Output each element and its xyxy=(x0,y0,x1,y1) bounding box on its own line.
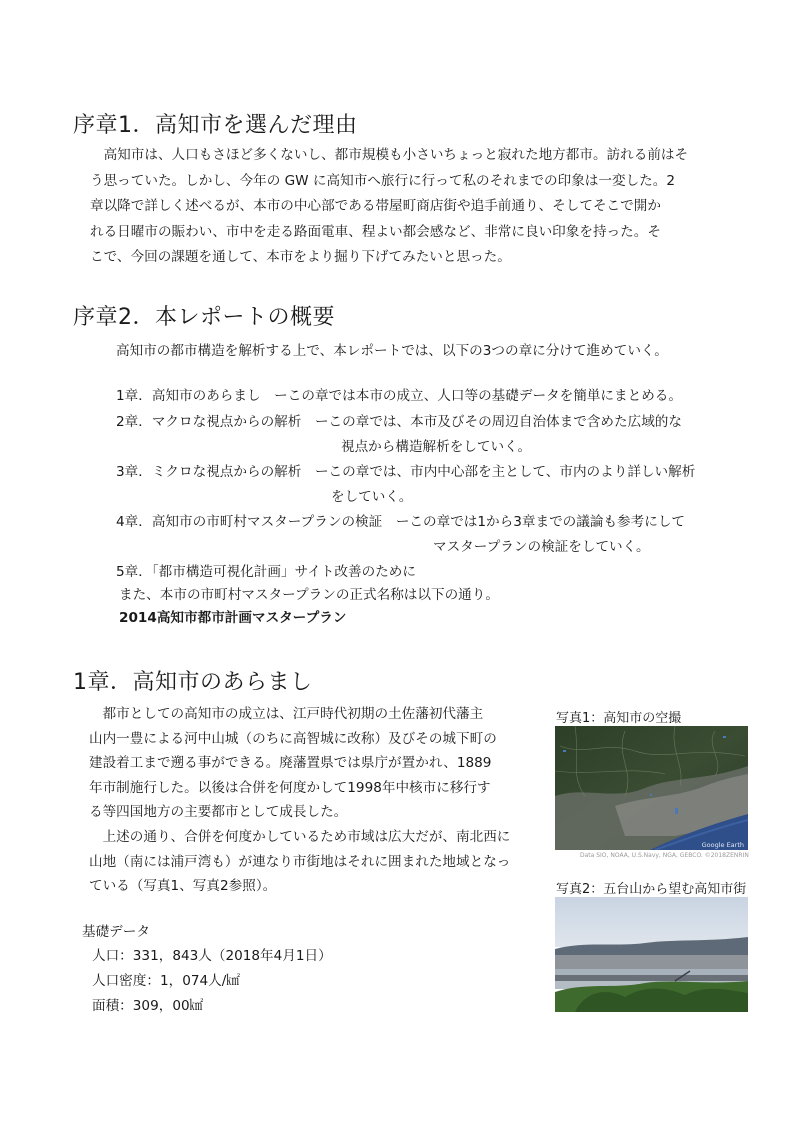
formal-name-intro: また、本市の市町村マスタープランの正式名称は以下の通り。 xyxy=(119,587,499,603)
basic-data-population: 人口：331，843人（2018年4月1日） xyxy=(92,948,332,964)
aerial-photo-graphic xyxy=(555,726,748,850)
paragraph-line: 年市制施行した。以後は合併を何度かして1998年中核市に移行す xyxy=(89,779,491,796)
paragraph-line: こで、今回の課題を通して、本市をより掘り下げてみたいと思った。 xyxy=(90,249,511,265)
google-earth-watermark: Google Earth xyxy=(701,841,744,849)
chapter-item-3-continued: をしていく。 xyxy=(331,489,413,505)
city-view-photo-graphic xyxy=(555,897,748,1012)
paragraph-line: 高知市は、人口もさほど多くないし、都市規模も小さいちょっと寂れた地方都市。訪れる前はそ xyxy=(90,147,689,163)
paragraph-line: 上述の通り、合併を何度かしているため市域は広大だが、南北西に xyxy=(89,828,511,845)
paragraph-line: 都市としての高知市の成立は、江戸時代初期の土佐藩初代藩主 xyxy=(89,706,484,722)
overview-intro: 高知市の都市構造を解析する上で、本レポートでは、以下の3つの章に分けて進めていく。 xyxy=(116,343,668,359)
section-heading-reason: 序章1．高知市を選んだ理由 xyxy=(73,113,358,138)
paragraph-line: 山地（南には浦戸湾も）が連なり市街地はそれに囲まれた地域となっ xyxy=(89,853,511,870)
chapter-item-2-continued: 視点から構造解析をしていく。 xyxy=(341,439,532,455)
paragraph-line: 章以降で詳しく述べるが、本市の中心部である帯屋町商店街や追手前通り、そしてそこで開か xyxy=(90,198,661,214)
paragraph-line: う思っていた。しかし、今年の GW に高知市へ旅行に行って私のそれまでの印象は一変した。2 xyxy=(90,172,676,189)
city-view-photo-image xyxy=(555,897,748,1012)
basic-data-density: 人口密度：1，074人/㎢ xyxy=(92,973,240,989)
section-heading-overview: 序章2．本レポートの概要 xyxy=(73,305,335,330)
chapter-item-3: 3章．ミクロな視点からの解析 ーこの章では、市内中心部を主として、市内のより詳しい解析 xyxy=(116,464,696,480)
chapter-item-4: 4章．高知市の市町村マスタープランの検証 ーこの章では1から3章までの議論も参考にして xyxy=(116,514,686,530)
reason-paragraph xyxy=(90,143,688,271)
chapter-item-2: 2章．マクロな視点からの解析 ーこの章では、本市及びその周辺自治体まで含めた広域的な xyxy=(116,414,682,430)
aerial-photo-image xyxy=(555,726,748,850)
chapter1-heading: 1章．高知市のあらまし xyxy=(73,670,313,695)
paragraph-line: れる日曜市の賑わい、市中を走る路面電車、程よい都会感など、非常に良い印象を持った。そ xyxy=(90,223,661,240)
chapter-item-1: 1章．高知市のあらまし ーこの章では本市の成立、人口等の基礎データを簡単にまとめる。 xyxy=(116,388,682,404)
chapter1-paragraph xyxy=(89,702,510,899)
photo1-credit: Data SIO, NOAA, U.S.Navy, NGA, GEBCO. ©2018ZENRIN xyxy=(580,852,749,859)
paragraph-line: 建設着工まで遡る事ができる。廃藩置県では県庁が置かれ、1889 xyxy=(89,755,492,772)
photo1-caption: 写真1：高知市の空撮 xyxy=(556,711,682,726)
chapter-item-5: 5章．「都市構造可視化計画」サイト改善のために xyxy=(116,564,416,580)
basic-data-area: 面積：309，00㎢ xyxy=(92,998,204,1014)
paragraph-line: ている（写真1、写真2参照）。 xyxy=(89,878,277,895)
basic-data-title: 基礎データ xyxy=(82,924,150,940)
chapter-item-4-continued: マスタープランの検証をしていく。 xyxy=(433,539,650,555)
photo2-caption: 写真2：五台山から望む高知市街 xyxy=(556,882,747,897)
paragraph-line: 山内一豊による河中山城（のちに高智城に改称）及びその城下町の xyxy=(89,730,497,747)
paragraph-line: る等四国地方の主要都市として成長した。 xyxy=(89,804,348,821)
formal-plan-name: 2014高知市都市計画マスタープラン xyxy=(119,610,347,626)
